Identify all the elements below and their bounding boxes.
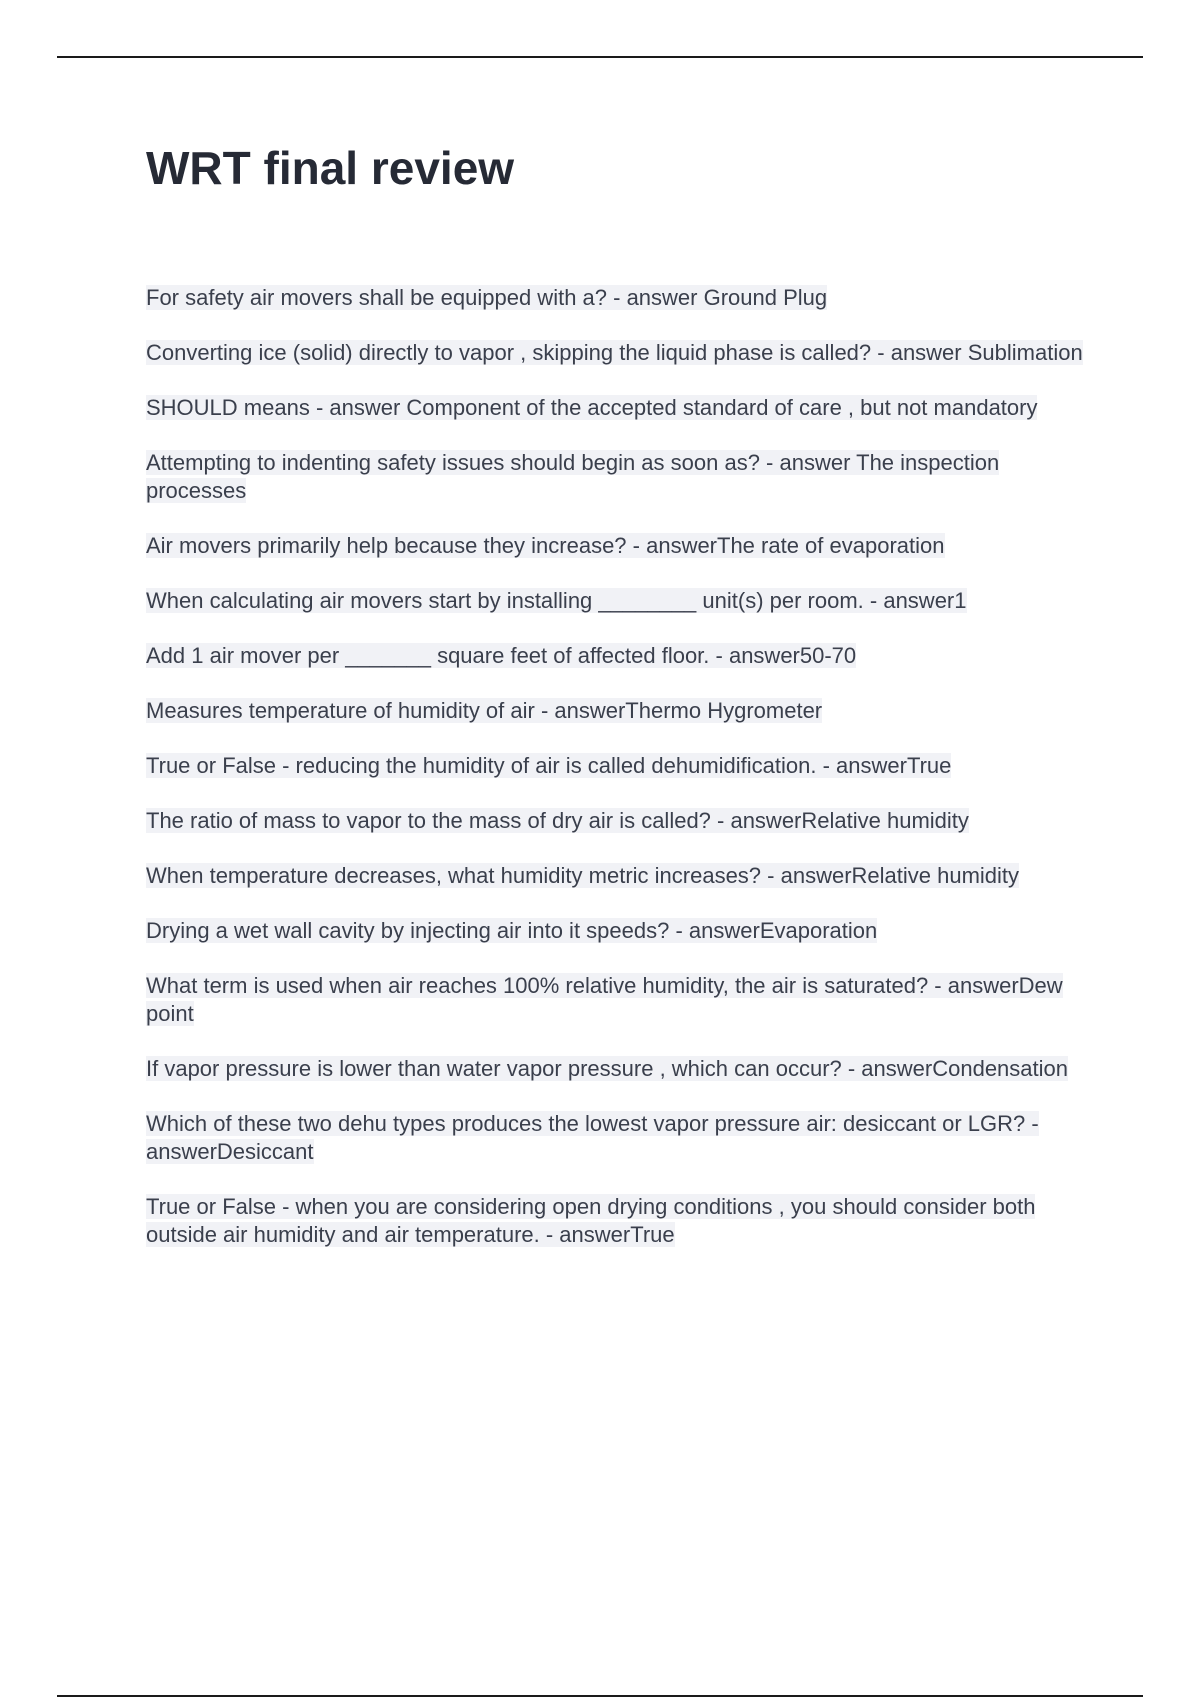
- qa-text: If vapor pressure is lower than water vapor pressure , which can occur? - answerCondensation: [146, 1056, 1069, 1081]
- qa-item: [146, 807, 1096, 835]
- qa-text: Add 1 air mover per _______ square feet of affected floor. - answer50-70: [146, 643, 857, 668]
- qa-item: [146, 284, 1096, 312]
- qa-item: [146, 449, 1096, 505]
- qa-text: Air movers primarily help because they increase? - answerThe rate of evaporation: [146, 533, 945, 558]
- qa-text: Which of these two dehu types produces the lowest vapor pressure air: desiccant or LGR? - answerDesiccant: [146, 1111, 1039, 1164]
- qa-item: [146, 532, 1096, 560]
- qa-text: Measures temperature of humidity of air - answerThermo Hygrometer: [146, 698, 823, 723]
- qa-item: [146, 1055, 1096, 1083]
- top-rule: [57, 56, 1143, 58]
- qa-text: True or False - reducing the humidity of air is called dehumidification. - answerTrue: [146, 753, 952, 778]
- qa-item: [146, 587, 1096, 615]
- qa-item: [146, 972, 1096, 1028]
- qa-item: [146, 752, 1096, 780]
- qa-text: For safety air movers shall be equipped with a? - answer Ground Plug: [146, 285, 828, 310]
- qa-item: [146, 862, 1096, 890]
- qa-list: [146, 284, 1096, 1276]
- qa-text: When temperature decreases, what humidity metric increases? - answerRelative humidity: [146, 863, 1020, 888]
- qa-item: [146, 697, 1096, 725]
- qa-item: [146, 1110, 1096, 1166]
- qa-text: What term is used when air reaches 100% relative humidity, the air is saturated? - answerDew point: [146, 973, 1063, 1026]
- qa-item: [146, 917, 1096, 945]
- qa-item: [146, 1193, 1096, 1249]
- qa-item: [146, 339, 1096, 367]
- qa-text: Attempting to indenting safety issues should begin as soon as? - answer The inspection processes: [146, 450, 1000, 503]
- qa-text: Converting ice (solid) directly to vapor , skipping the liquid phase is called? - answer Sublimation: [146, 340, 1083, 365]
- qa-text: True or False - when you are considering open drying conditions , you should consider both outside air humidity and air temperature. - answerTrue: [146, 1194, 1036, 1247]
- qa-text: When calculating air movers start by installing ________ unit(s) per room. - answer1: [146, 588, 967, 613]
- qa-item: [146, 642, 1096, 670]
- qa-text: SHOULD means - answer Component of the accepted standard of care , but not mandatory: [146, 395, 1038, 420]
- qa-text: Drying a wet wall cavity by injecting air into it speeds? - answerEvaporation: [146, 918, 878, 943]
- page-title: WRT final review: [146, 142, 515, 194]
- qa-item: [146, 394, 1096, 422]
- bottom-rule: [57, 1695, 1143, 1697]
- qa-text: The ratio of mass to vapor to the mass of dry air is called? - answerRelative humidity: [146, 808, 969, 833]
